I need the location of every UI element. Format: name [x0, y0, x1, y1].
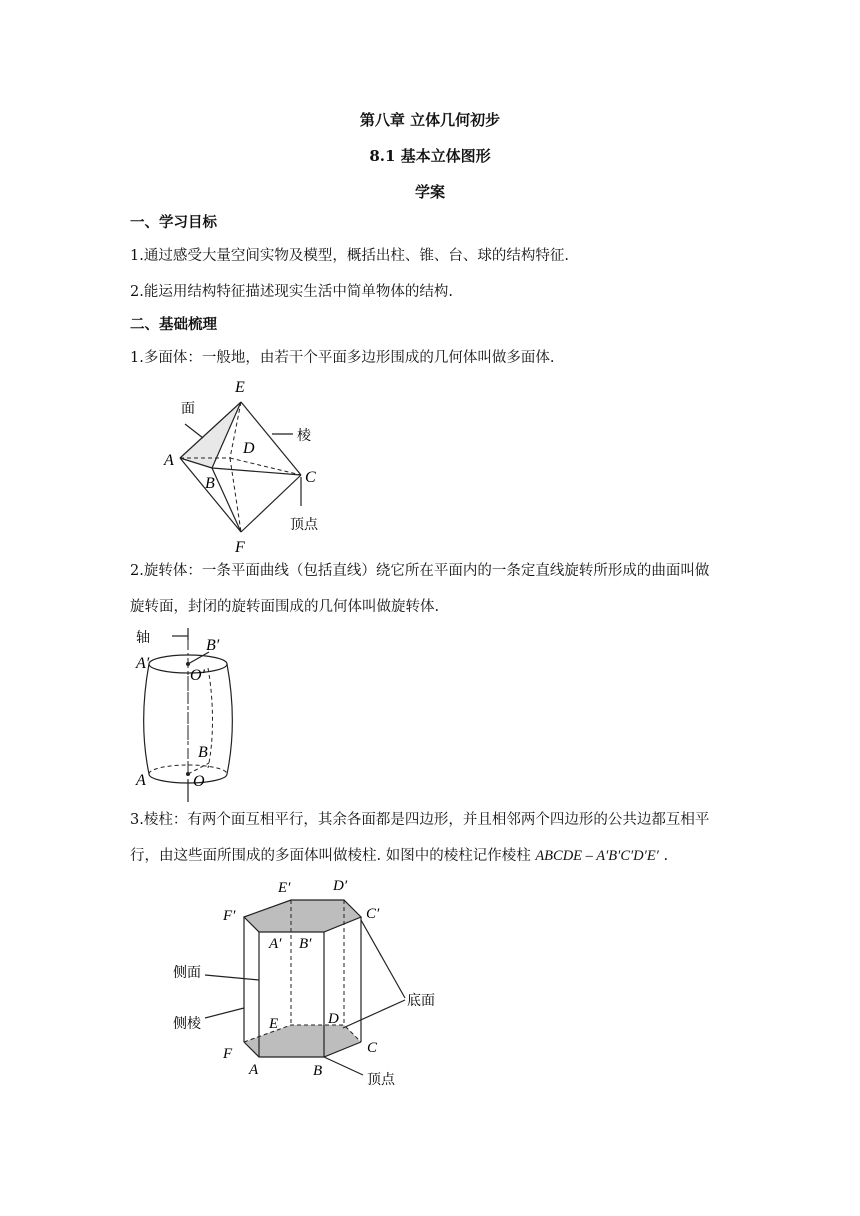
point-F-label: F — [235, 539, 245, 556]
point-A-label: A — [164, 452, 174, 469]
top-base-face — [244, 900, 361, 932]
point-C-prime-label: C′ — [366, 906, 380, 922]
lateral-edge-label: 侧棱 — [173, 1016, 201, 1032]
point-B-prime-label: B′ — [299, 936, 312, 952]
point-D-prime-label: D′ — [333, 878, 348, 894]
section-title: 8.1 基本立体图形 — [369, 147, 491, 165]
goals-heading: 一、学习目标 — [130, 214, 217, 231]
point-B-label: B — [205, 475, 215, 492]
point-C-label: C — [305, 469, 316, 486]
solid-of-revolution-line2: 旋转面，封闭的旋转面围成的几何体叫做旋转体. — [130, 599, 440, 615]
revolution-diagram — [128, 622, 258, 807]
point-F-prime-label: F′ — [223, 908, 236, 924]
point-F-label: F — [223, 1046, 233, 1062]
center-O-prime-dot — [186, 662, 190, 666]
prism-definition-line1: 3.棱柱：有两个面互相平行，其余各面都是四边形，并且相邻两个四边形的公共边都互相平 — [130, 812, 710, 828]
doc-type-title: 学案 — [414, 183, 445, 201]
polyhedron-definition: 1.多面体：一般地，由若干个平面多边形围成的几何体叫做多面体. — [130, 350, 555, 366]
point-C-label: C — [367, 1040, 378, 1056]
goal-item-1: 1.通过感受大量空间实物及模型，概括出柱、锥、台、球的结构特征. — [130, 248, 569, 264]
point-B-label: B — [313, 1063, 323, 1079]
bottom-base-face — [244, 1025, 361, 1057]
point-D-label: D — [328, 1011, 339, 1027]
goal-item-2: 2.能运用结构特征描述现实生活中简单物体的结构. — [130, 284, 453, 300]
point-E-label: E — [269, 1016, 279, 1032]
prism-formula: ABCDE – A′B′C′D′E′ — [535, 848, 659, 864]
point-E-prime-label: E′ — [278, 880, 291, 896]
face-label: 面 — [181, 401, 195, 417]
prism-diagram — [165, 870, 455, 1095]
center-O-dot — [186, 772, 190, 776]
edge-label: 棱 — [297, 428, 311, 444]
polyhedron-diagram — [155, 372, 335, 557]
prism-figure — [165, 870, 455, 1095]
point-A-label: A — [249, 1062, 259, 1078]
chapter-title: 第八章 立体几何初步 — [359, 111, 501, 129]
solid-of-revolution-line1: 2.旋转体：一条平面曲线（包括直线）绕它所在平面内的一条定直线旋转所形成的曲面叫做 — [130, 563, 710, 579]
point-A-prime-label: A′ — [136, 655, 150, 672]
revolution-figure — [128, 622, 258, 807]
point-E-label: E — [235, 379, 245, 396]
vertex-label: 顶点 — [367, 1072, 395, 1088]
prism-definition-end: . — [663, 848, 669, 864]
point-D-label: D — [243, 440, 255, 457]
point-O-prime-label: O′ — [190, 667, 206, 684]
prism-definition-line2 — [130, 846, 668, 866]
lateral-face-label: 侧面 — [173, 965, 201, 981]
basics-heading: 二、基础梳理 — [130, 316, 217, 333]
point-A-label: A — [136, 772, 146, 789]
vertex-label: 顶点 — [290, 517, 318, 533]
axis-label: 轴 — [136, 630, 150, 646]
polyhedron-figure — [155, 372, 335, 557]
prism-definition-text: 行，由这些面所围成的多面体叫做棱柱. 如图中的棱柱记作棱柱 — [130, 848, 531, 864]
point-B-prime-label: B′ — [206, 637, 220, 654]
base-label: 底面 — [407, 993, 435, 1009]
point-A-prime-label: A′ — [269, 936, 282, 952]
point-B-label: B — [198, 744, 208, 761]
point-O-label: O — [193, 773, 205, 790]
